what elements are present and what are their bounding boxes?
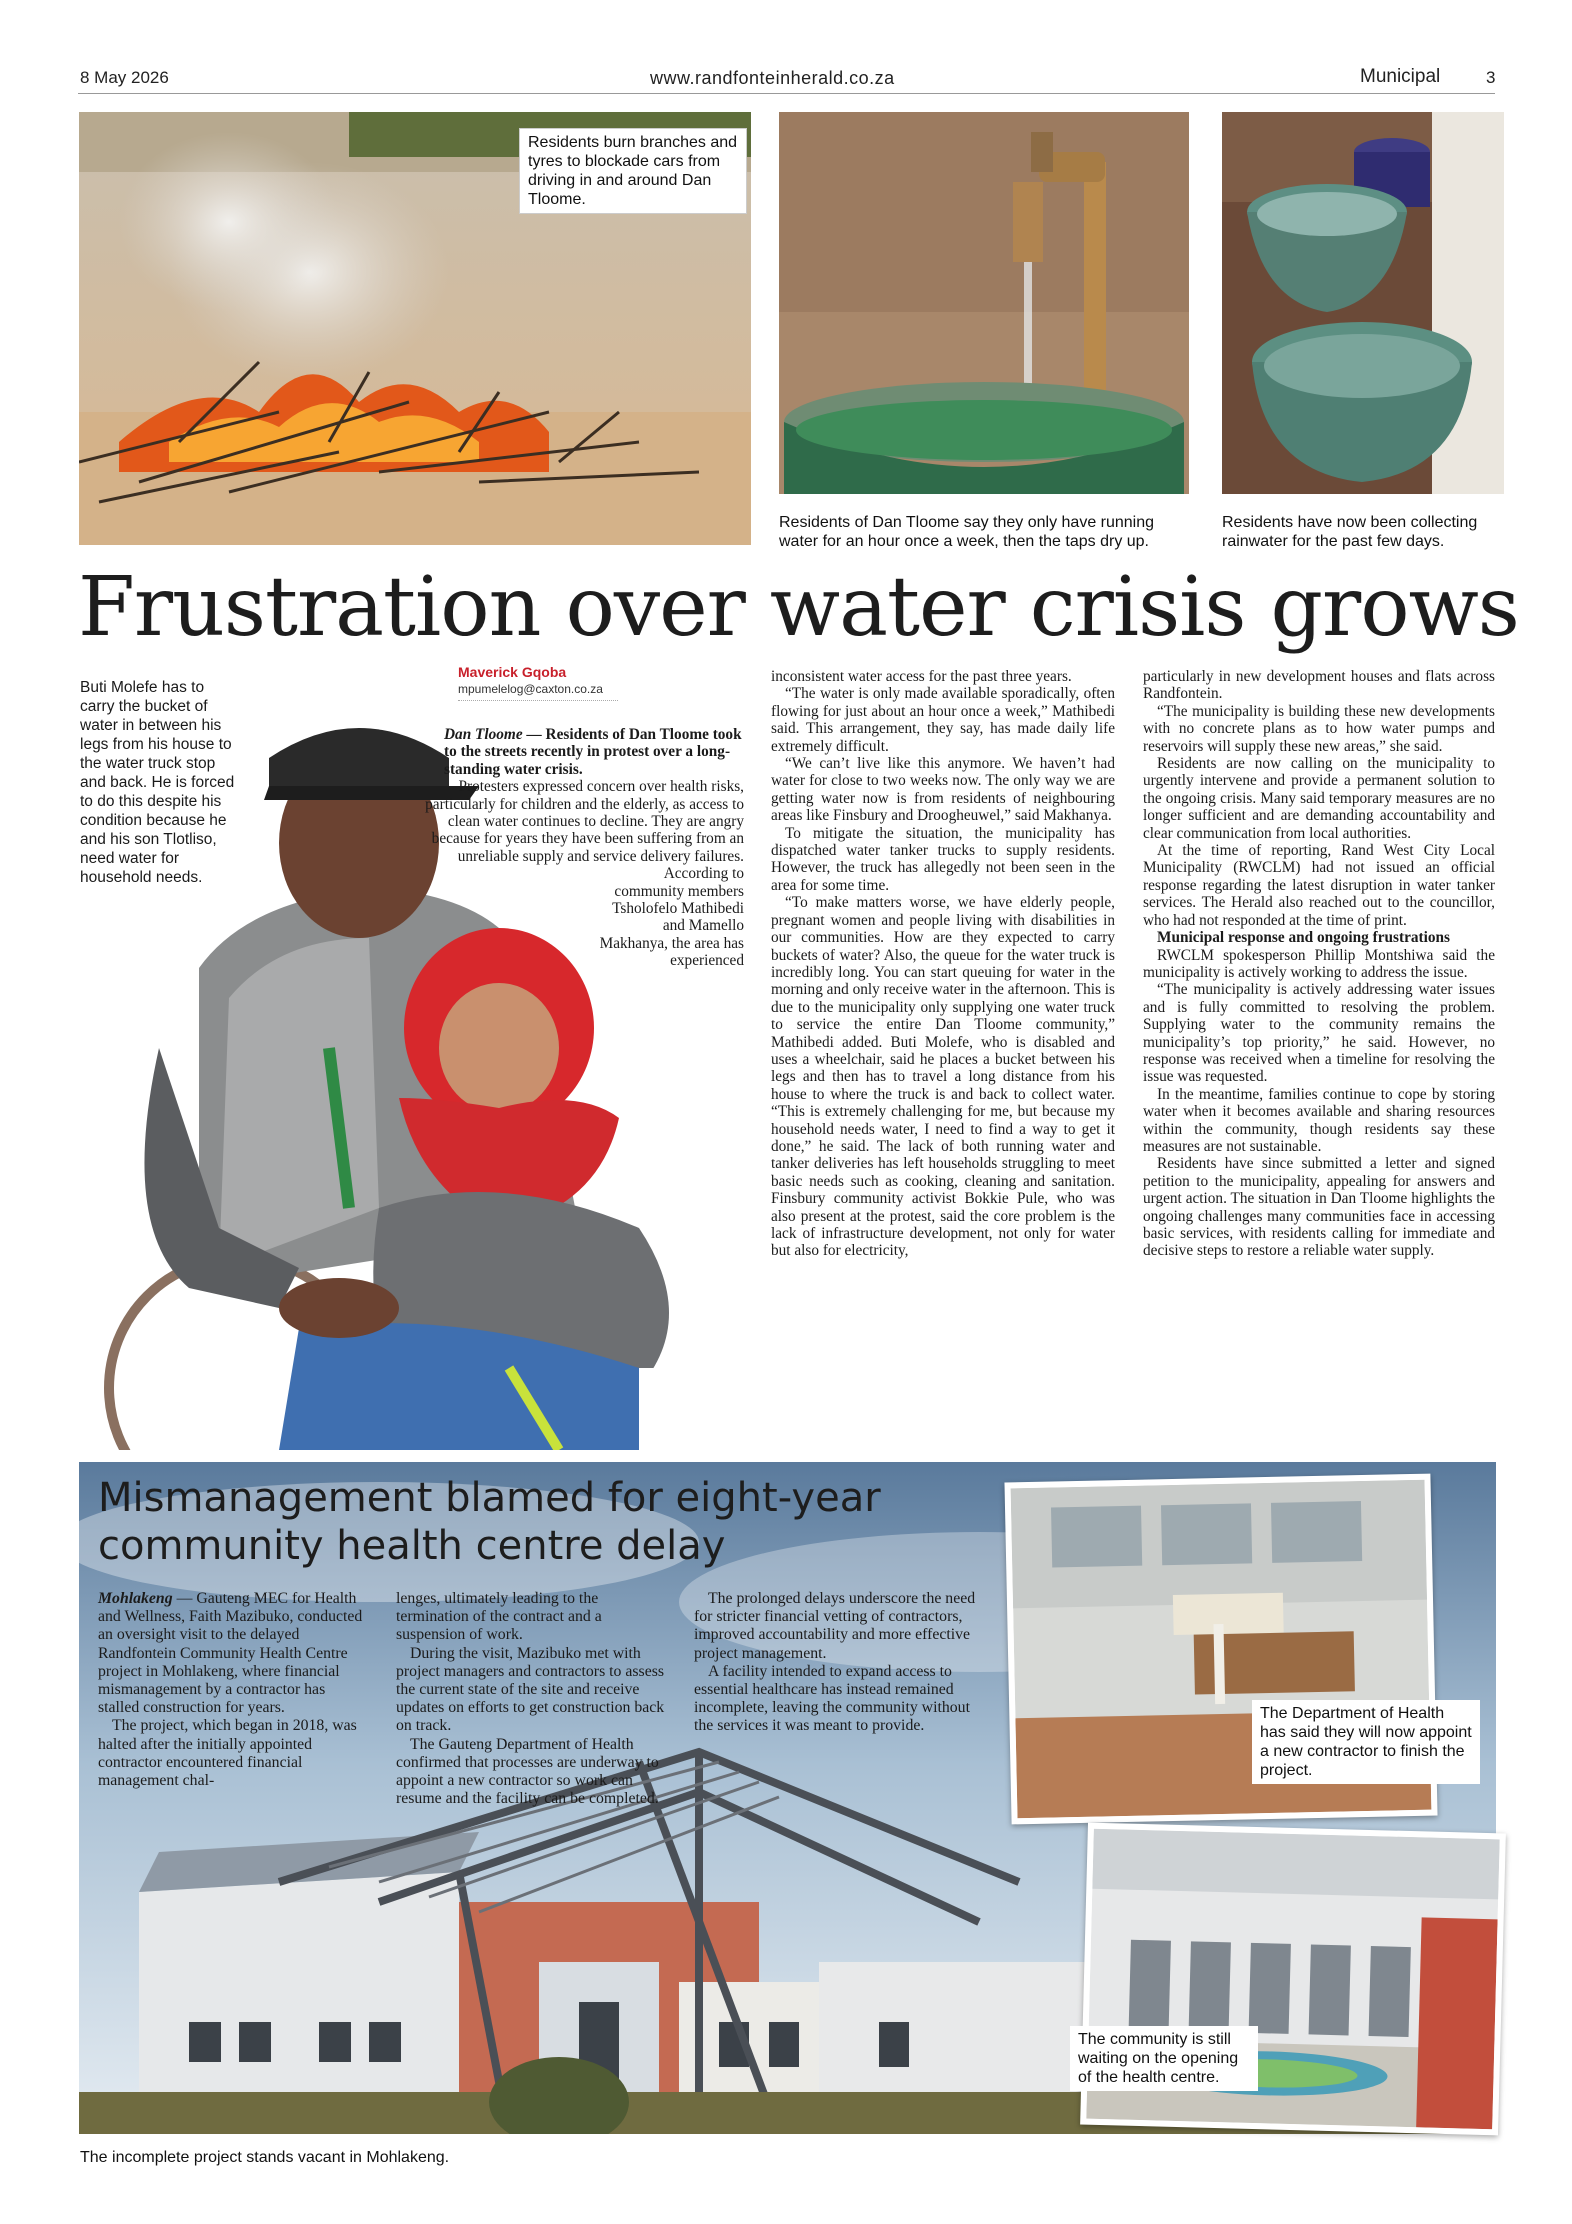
article2-col3-para-1: The prolonged delays underscore the need for stricter financial vetting of contractors, improved accountability and more effective project management. (694, 1590, 976, 1662)
main-photo2-caption: The incomplete project stands vacant in Mohlakeng. (80, 2149, 450, 2166)
article1-col2-para-2: “The water is only made available sporadically, often flowing for just about an hour once a week,” Mathibedi said. This arrangement, they say, has made daily life extremely difficult. (771, 685, 1115, 755)
buckets-photo-caption: Residents have now been collecting rainwater for the past few days. (1222, 514, 1478, 550)
article2-column-3 (694, 1590, 976, 1736)
article2-col2-para-3: The Gauteng Department of Health confirmed that processes are underway to appoint a new contractor so work can resume and the facility can be completed. (396, 1735, 659, 1808)
byline (458, 664, 628, 701)
article1-col3-para-7: In the meantime, families continue to cope by storing water when it becomes available and sharing resources within the community, though residents say these measures are not sustainable. (1143, 1085, 1495, 1155)
byline-dots (458, 700, 618, 701)
tap-photo-caption: Residents of Dan Tloome say they only have running water for an hour once a week, then the taps dry up. (779, 514, 1155, 550)
article1-col2-para-1: inconsistent water access for the past three years. (771, 668, 1072, 685)
byline-author: Maverick Gqoba (458, 664, 567, 680)
article2-col2-para-2: During the visit, Mazibuko met with project managers and contractors to assess the current state of the site and receive updates on efforts to get construction back on track. (396, 1644, 665, 1735)
article1-col3-para-1: particularly in new development houses and flats across Randfontein. (1143, 668, 1495, 703)
article2-headline: Mismanagement blamed for eight-year community health centre delay (98, 1475, 881, 1569)
article1-column-3 (1143, 668, 1495, 1260)
article2-lead-text: — Gauteng MEC for Health and Wellness, Faith Mazibuko, conducted an oversight visit to the delayed Randfontein Community Health Centre project in Mohlakeng, where financial mismanagement by a contractor has stalled construction for years. (98, 1590, 363, 1717)
article1-col3-para-6: “The municipality is actively addressing water issues and is fully committed to resolving the problem. Supplying water to the community remains the municipality’s top priority,” he said. However, no response was received when a timeline for resolving the issue was requested. (1143, 981, 1495, 1086)
article1-col2-para-4: To mitigate the situation, the municipality has dispatched water tanker trucks to supply residents. However, the truck has allegedly not been seen in the area for some time. (771, 824, 1115, 894)
byline-email: mpumelelog@caxton.co.za (458, 682, 603, 696)
article1-column-1 (425, 726, 744, 970)
main-photo-caption: Buti Molefe has to carry the bucket of water in between his legs from his house to the water truck stop and back. He is forced to do this despite his condition because he and his son Tlotliso, need water for household needs. (80, 679, 235, 886)
article1-col1-para-2: According to community members Tsholofelo Mathibedi and Mamello Makhanya, the area has experienced (599, 865, 744, 970)
fire-photo-caption: Residents burn branches and tyres to blockade cars from driving in and around Dan Tloome. (519, 128, 747, 214)
header-rule (78, 93, 1495, 94)
article1-dateline: Dan Tloome (444, 726, 523, 743)
article2-dateline: Mohlakeng (98, 1590, 173, 1607)
article1-col3-para-2: “The municipality is building these new developments with no concrete plans as to how water pumps and reservoirs will supply these new areas,” she said. (1143, 702, 1495, 755)
article1-col3-para-5: RWCLM spokesperson Phillip Montshiwa said the municipality is actively working to address the issue. (1143, 946, 1495, 981)
tap-illustration (779, 112, 1189, 494)
article1-col3-para-4: At the time of reporting, Rand West City Local Municipality (RWCLM) had not issued an official response regarding the latest disruption in water tanker services. The Herald also reached out to the councillor, who had not responded at the time of print. (1143, 842, 1495, 929)
issue-date: 8 May 2026 (80, 68, 169, 87)
article1-col2-para-5: “To make matters worse, we have elderly people, pregnant women and people living with disabilities in our communities. How are they expected to carry buckets of water? Also, the queue for the water truck is incredibly long. You can start queuing for water in the morning and only receive water in the afternoon. This is due to the municipality only supplying one water truck to service the entire Dan Tloome community,” Mathibedi added. Buti Molefe, who is disabled and uses a wheelchair, said he places a bucket between his legs and then has to travel a long distance from his house to where the truck is and back to collect water. “This is extremely challenging for me, but because my household needs water, I need to find a way to get it done,” he said. The lack of both running water and tanker deliveries has left households struggling to meet basic needs such as cooking, cleaning and sanitation. Finsbury community activist Bokkie Pule, who was also present at the protest, said the core problem is the lack of infrastructure development, not only for water but also for electricity, (771, 894, 1115, 1260)
article2-column-2 (396, 1590, 670, 1808)
article1-col3-para-3: Residents are now calling on the municipality to urgently intervene and provide a permanent solution to the ongoing crisis. Many said temporary measures are no longer sufficient and are demanding accountability and clear communication from local authorities. (1143, 755, 1495, 842)
buckets-illustration (1222, 112, 1504, 494)
article2-col1-para-2: The project, which began in 2018, was halted after the initially appointed contractor encountered financial management chal- (98, 1717, 357, 1790)
photo-dripping-tap (779, 112, 1189, 494)
article2-column-1 (98, 1590, 368, 1790)
section-name: Municipal (1360, 66, 1441, 87)
article1-column-2 (771, 668, 1115, 1260)
article1-lead-text: — Residents of Dan Tloome took to the streets recently in protest over a long-standing water crisis. (444, 726, 742, 778)
website-url: www.randfonteinherald.co.za (650, 68, 895, 88)
article-headline: Frustration over water crisis grows (78, 560, 1519, 655)
article1-col1-para-1: Protesters expressed concern over health risks, particularly for children and the elderly, as access to clean water continues to decline. They are angry because for years they have been suffering from an unreliable supply and service delivery failures. (425, 778, 744, 865)
article2-col2-para-1: lenges, ultimately leading to the termination of the contract and a suspension of work. (396, 1590, 602, 1644)
inset1-caption: The Department of Health has said they will now appoint a new contractor to finish the project. (1252, 1700, 1480, 1784)
photo-water-buckets (1222, 112, 1504, 494)
article1-lead (444, 726, 744, 778)
inset2-caption: The community is still waiting on the opening of the health centre. (1070, 2026, 1258, 2091)
article1-col3-para-8: Residents have since submitted a letter and signed petition to the municipality, appealing for answers and urgent action. The situation in Dan Tloome highlights the ongoing challenges many communities face in accessing basic services, with residents calling for immediate and decisive steps to restore a reliable water supply. (1143, 1155, 1495, 1260)
page-number: 3 (1486, 68, 1496, 87)
article1-subhead: Municipal response and ongoing frustrations (1157, 929, 1450, 947)
article1-col2-para-3: “We can’t live like this anymore. We haven’t had water for close to two weeks now. The only way we are getting water now is from residents of neighbouring areas like Finsbury and Droogheuwel,” said Makhanya. (771, 755, 1115, 825)
article2-col1-para-1 (98, 1590, 368, 1717)
article2-col3-para-2: A facility intended to expand access to essential healthcare has instead remained incomplete, leaving the community without the services it was meant to provide. (694, 1662, 970, 1735)
